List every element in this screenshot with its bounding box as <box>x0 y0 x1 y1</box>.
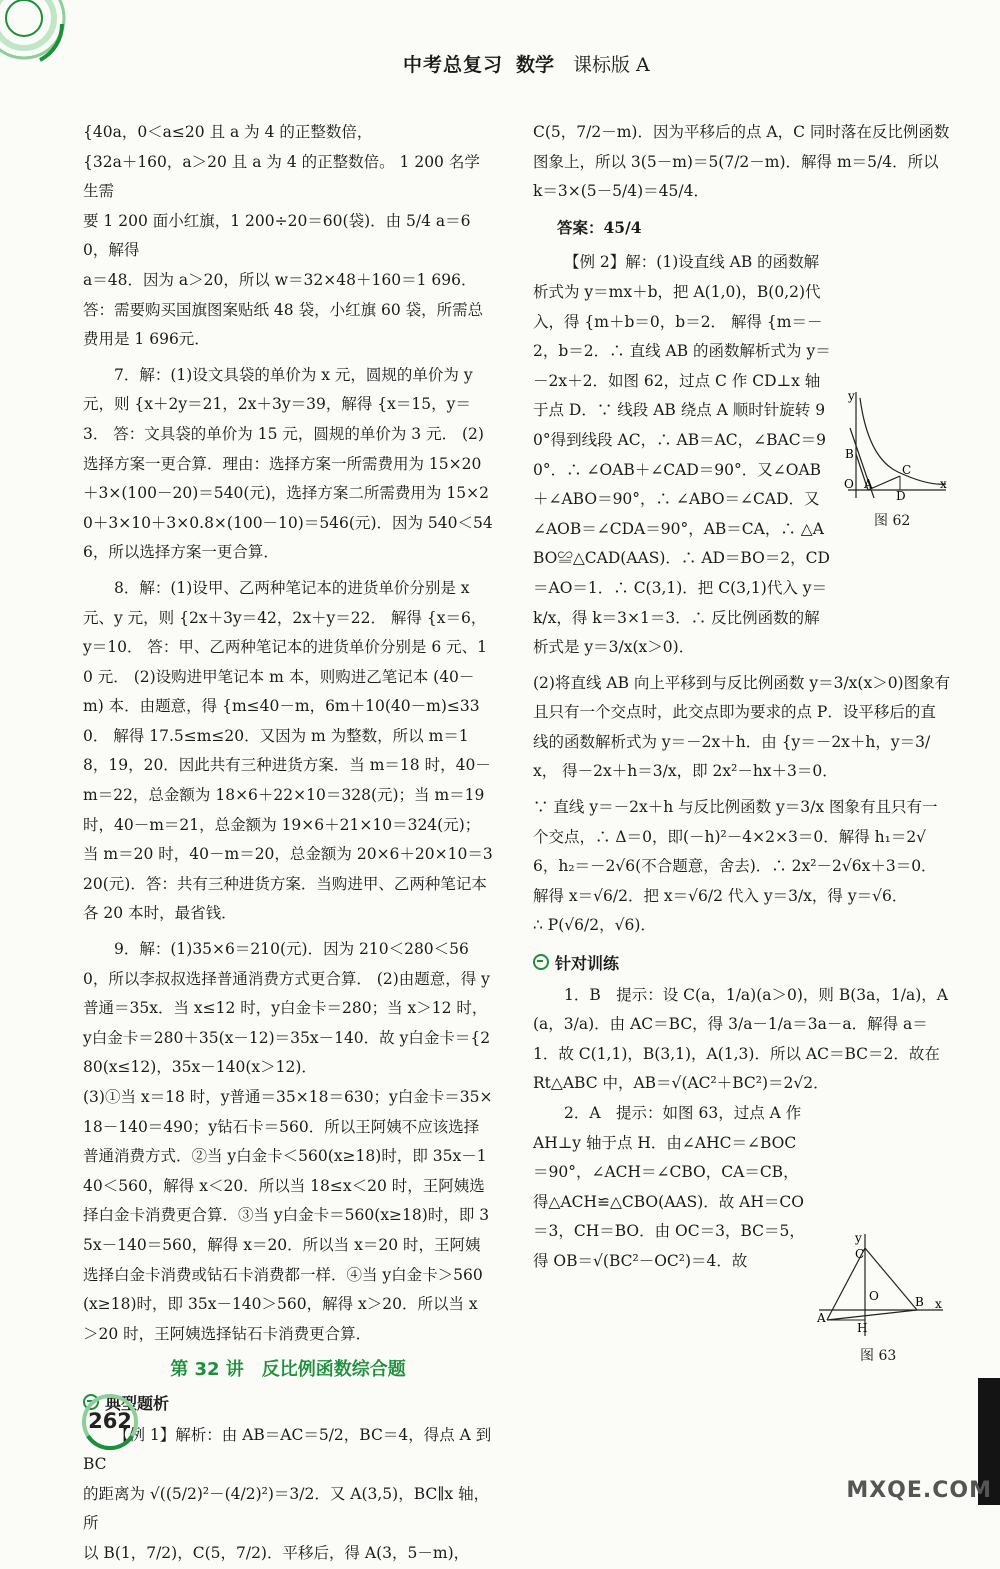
fig63-label-h: H <box>857 1321 868 1335</box>
example1-line-0: 【例 1】解析：由 AB＝AC＝5/2，BC＝4，得点 A 到 BC <box>83 1425 492 1474</box>
page-number: 262 <box>88 1409 132 1433</box>
book-edition: 课标版 A <box>573 54 650 76</box>
left-para-q8: 8．解：(1)设甲、乙两种笔记本的进货单价分别是 x 元、y 元，则 {2x＋3y＝42，2x＋y＝22． 解得 {x＝6，y＝10． 答：甲、乙两种笔记本的进货单价分别是 6 元、10 元． (2)设购进甲笔记本 m 本，则购进乙笔记本 (40－m) 本．由题意，得 {m≤40－m，6m＋10(40－m)≤330． 解得 17.5≤m≤20．又因为 m 为整数，所以 m＝18，19，20．因此共有三种进货方案．当 m＝18 时，40－m＝22，总金额为 18×6＋22×10＝328(元)；当 m＝19 时，40－m＝21，总金额为 19×6＋21×10＝324(元)；当 m＝20 时，40－m＝20，总金额为 20×6＋20×10＝320(元)．答：共有三种进货方案．当购进甲、乙两种笔记本各 20 本时，最省钱． <box>83 578 493 923</box>
corner-logo-icon <box>0 0 90 82</box>
fig62-label-a: A <box>864 477 873 491</box>
answer-line: 答案：45/4 <box>557 217 642 237</box>
fig62-label-b: B <box>845 447 854 461</box>
book-title: 中考总复习 <box>403 54 504 76</box>
book-subject: 数学 <box>516 54 555 76</box>
fig62-label-y: y <box>848 389 855 403</box>
left-para-3: a＝48．因为 a＞20，所以 w＝32×48＋160＝1 696．答：需要购买国旗图案贴纸 48 袋，小红旗 60 袋，所需总费用是 1 696元． <box>83 270 484 349</box>
segment-ab <box>827 1310 917 1320</box>
page-header <box>0 0 1000 90</box>
section-title: 第 32 讲 反比例函数综合题 <box>170 1359 406 1381</box>
watermark-text: MXQE.COM <box>846 1478 992 1503</box>
subsection-title-text: 典型题析 <box>105 1393 170 1413</box>
fig63-label-b: B <box>915 1295 924 1309</box>
fig62-label-o: O <box>844 477 854 491</box>
left-para-q9-3: (3)①当 x＝18 时，y普通＝35×18＝630；y白金卡＝35×18－140＝490；y钻石卡＝560．所以王阿姨不应该选择普通消费方式．②当 y白金卡＜560(x≥18)时，即 35x－140＜560，解得 x＜20．所以当 18≤x＜20 时，王阿姨选择白金卡消费更合算．③当 y白金卡＝560(x≥18)时，即 35x－140＝560，解得 x＝20．所以当 x＝20 时，王阿姨选择白金卡消费或钻石卡消费都一样．④当 y白金卡＞560(x≥18)时，即 35x－140＞560，解得 x＞20．所以当 x＞20 时，王阿姨选择钻石卡消费更合算． <box>83 1088 493 1343</box>
left-para-q7: 7．解：(1)设文具袋的单价为 x 元，圆规的单价为 y 元，则 {x＋2y＝21，2x＋3y＝39，解得 {x＝15，y＝3． 答：文具袋的单价为 15 元，圆规的单价为 3 元． (2)选择方案一更合算．理由：选择方案一所需费用为 15×20＋3×(100－20)＝540(元)，选择方案二所需费用为 15×20＋3×10＋3×0.8×(100－10)＝546(元)．因为 540＜546，所以选择方案一更合算． <box>83 365 493 562</box>
subsection-title-typical <box>83 1389 493 1419</box>
watermark <box>826 1400 1000 1505</box>
fig62-label-c: C <box>902 463 912 477</box>
page-number-badge <box>80 1392 140 1452</box>
left-para-1: {32a＋160，a＞20 且 a 为 4 的正整数倍。 1 200 名学生需 <box>83 152 480 201</box>
practice-1: 1．B 提示：设 C(a，1/a)(a＞0)，则 B(3a，1/a)，A(a，3/a)．由 AC＝BC，得 3/a－1/a＝3a－a．解得 a＝1．故 C(1,1)，B(3,1)，A(1,3)．所以 AC＝BC＝2．故在 Rt△ABC 中，AB＝√(AC²＋BC²)＝2√2． <box>533 985 948 1093</box>
left-para-2: 要 1 200 面小红旗，1 200÷20＝60(袋)．由 5/4 a＝60，解得 <box>83 211 471 260</box>
example2-part2: (2)将直线 AB 向上平移到与反比例函数 y＝3/x(x＞0)图象有且只有一个交点时，此交点即为要求的点 P．设平移后的直线的函数解析式为 y＝－2x＋h．由 {y＝－2x＋h，y＝3/x， 得－2x＋h＝3/x，即 2x²－hx＋3＝0． <box>533 673 951 781</box>
figure-62 <box>838 388 950 500</box>
segment-ac <box>868 476 900 490</box>
example2-part1: 【例 2】解：(1)设直线 AB 的函数解析式为 y＝mx＋b，把 A(1,0)，B(0,2)代入，得 {m＋b＝0，b＝2． 解得 {m＝－2，b＝2．∴ 直线 AB 的函数解析式为 y＝－2x＋2．如图 62，过点 C 作 CD⊥x 轴于点 D．∵ 线段 AB 绕点 A 顺时针旋转 90°得到线段 AC，∴ AB＝AC，∠BAC＝90°．∴ ∠OAB＋∠CAD＝90°．又∠OAB＋∠ABO＝90°，∴ ∠ABO＝∠CAD．又∠AOB＝∠CDA＝90°，AB＝CA，∴ △ABO≌△CAD(AAS)．∴ AD＝BO＝2，CD＝AO＝1．∴ C(3,1)．把 C(3,1)代入 y＝k/x，得 k＝3×1＝3．∴ 反比例函数的解析式是 y＝3/x(x＞0)． <box>533 253 831 657</box>
figure-63 <box>815 1228 945 1338</box>
right-para-0: C(5，7/2－m)．因为平移后的点 A，C 同时落在反比例函数图象上，所以 3(5－m)＝5(7/2－m)．解得 m＝5/4．所以 k＝3×(5－5/4)＝45/4． <box>533 123 950 201</box>
left-column <box>83 118 493 1569</box>
fig62-label-x: x <box>940 477 947 491</box>
section-mark-icon <box>533 954 549 970</box>
figure-62-caption: 图 62 <box>874 513 911 529</box>
example1-line-2: 以 B(1，7/2)，C(5，7/2)．平移后，得 A(3，5－m)， <box>83 1543 470 1562</box>
left-para-q9: 9．解：(1)35×6＝210(元)．因为 210＜280＜560，所以李叔叔选择普通消费方式更合算． (2)由题意，得 y普通＝35x．当 x≤12 时，y白金卡＝280；当 x＞12 时，y白金卡＝280＋35(x－12)＝35x－140．故 y白金卡＝{280(x≤12)，35x－140(x＞12)． <box>83 940 491 1077</box>
practice-2: 2．A 提示：如图 63，过点 A 作 AH⊥y 轴于点 H．由∠AHC＝∠BOC＝90°，∠ACH＝∠CBO，CA＝CB，得△ACH≌△CBO(AAS)．故 AH＝CO＝3，CH＝BO．由 OC＝3，BC＝5，得 OB＝√(BC²－OC²)＝4．故 <box>533 1104 805 1270</box>
fig63-label-x: x <box>935 1297 942 1311</box>
example2-part3: ∵ 直线 y＝－2x＋h 与反比例函数 y＝3/x 图象有且只有一个交点，∴ Δ＝0，即(－h)²－4×2×3＝0．解得 h₁＝2√6，h₂＝－2√6(不合题意，舍去)．∴ 2x²－2√6x＋3＝0．解得 x＝√6/2．把 x＝√6/2 代入 y＝3/x，得 y＝√6． <box>533 798 938 905</box>
figure-63-caption: 图 63 <box>860 1348 897 1364</box>
fig63-label-a: A <box>817 1311 826 1325</box>
example1-line-1: 的距离为 √((5/2)²－(4/2)²)＝3/2．又 A(3,5)，BC∥x 轴，所 <box>83 1484 490 1533</box>
fig63-label-y: y <box>855 1231 862 1245</box>
left-para-0: {40a，0＜a≤20 且 a 为 4 的正整数倍， <box>83 123 373 141</box>
example2-conclusion: ∴ P(√6/2，√6)． <box>533 916 656 935</box>
fig63-label-o: O <box>869 1289 879 1303</box>
fig62-label-d: D <box>896 489 906 500</box>
right-column <box>533 118 951 1277</box>
subsection-title-practice <box>533 949 951 979</box>
subsection-title-text: 针对训练 <box>555 954 620 974</box>
fig63-label-c: C <box>855 1247 865 1261</box>
